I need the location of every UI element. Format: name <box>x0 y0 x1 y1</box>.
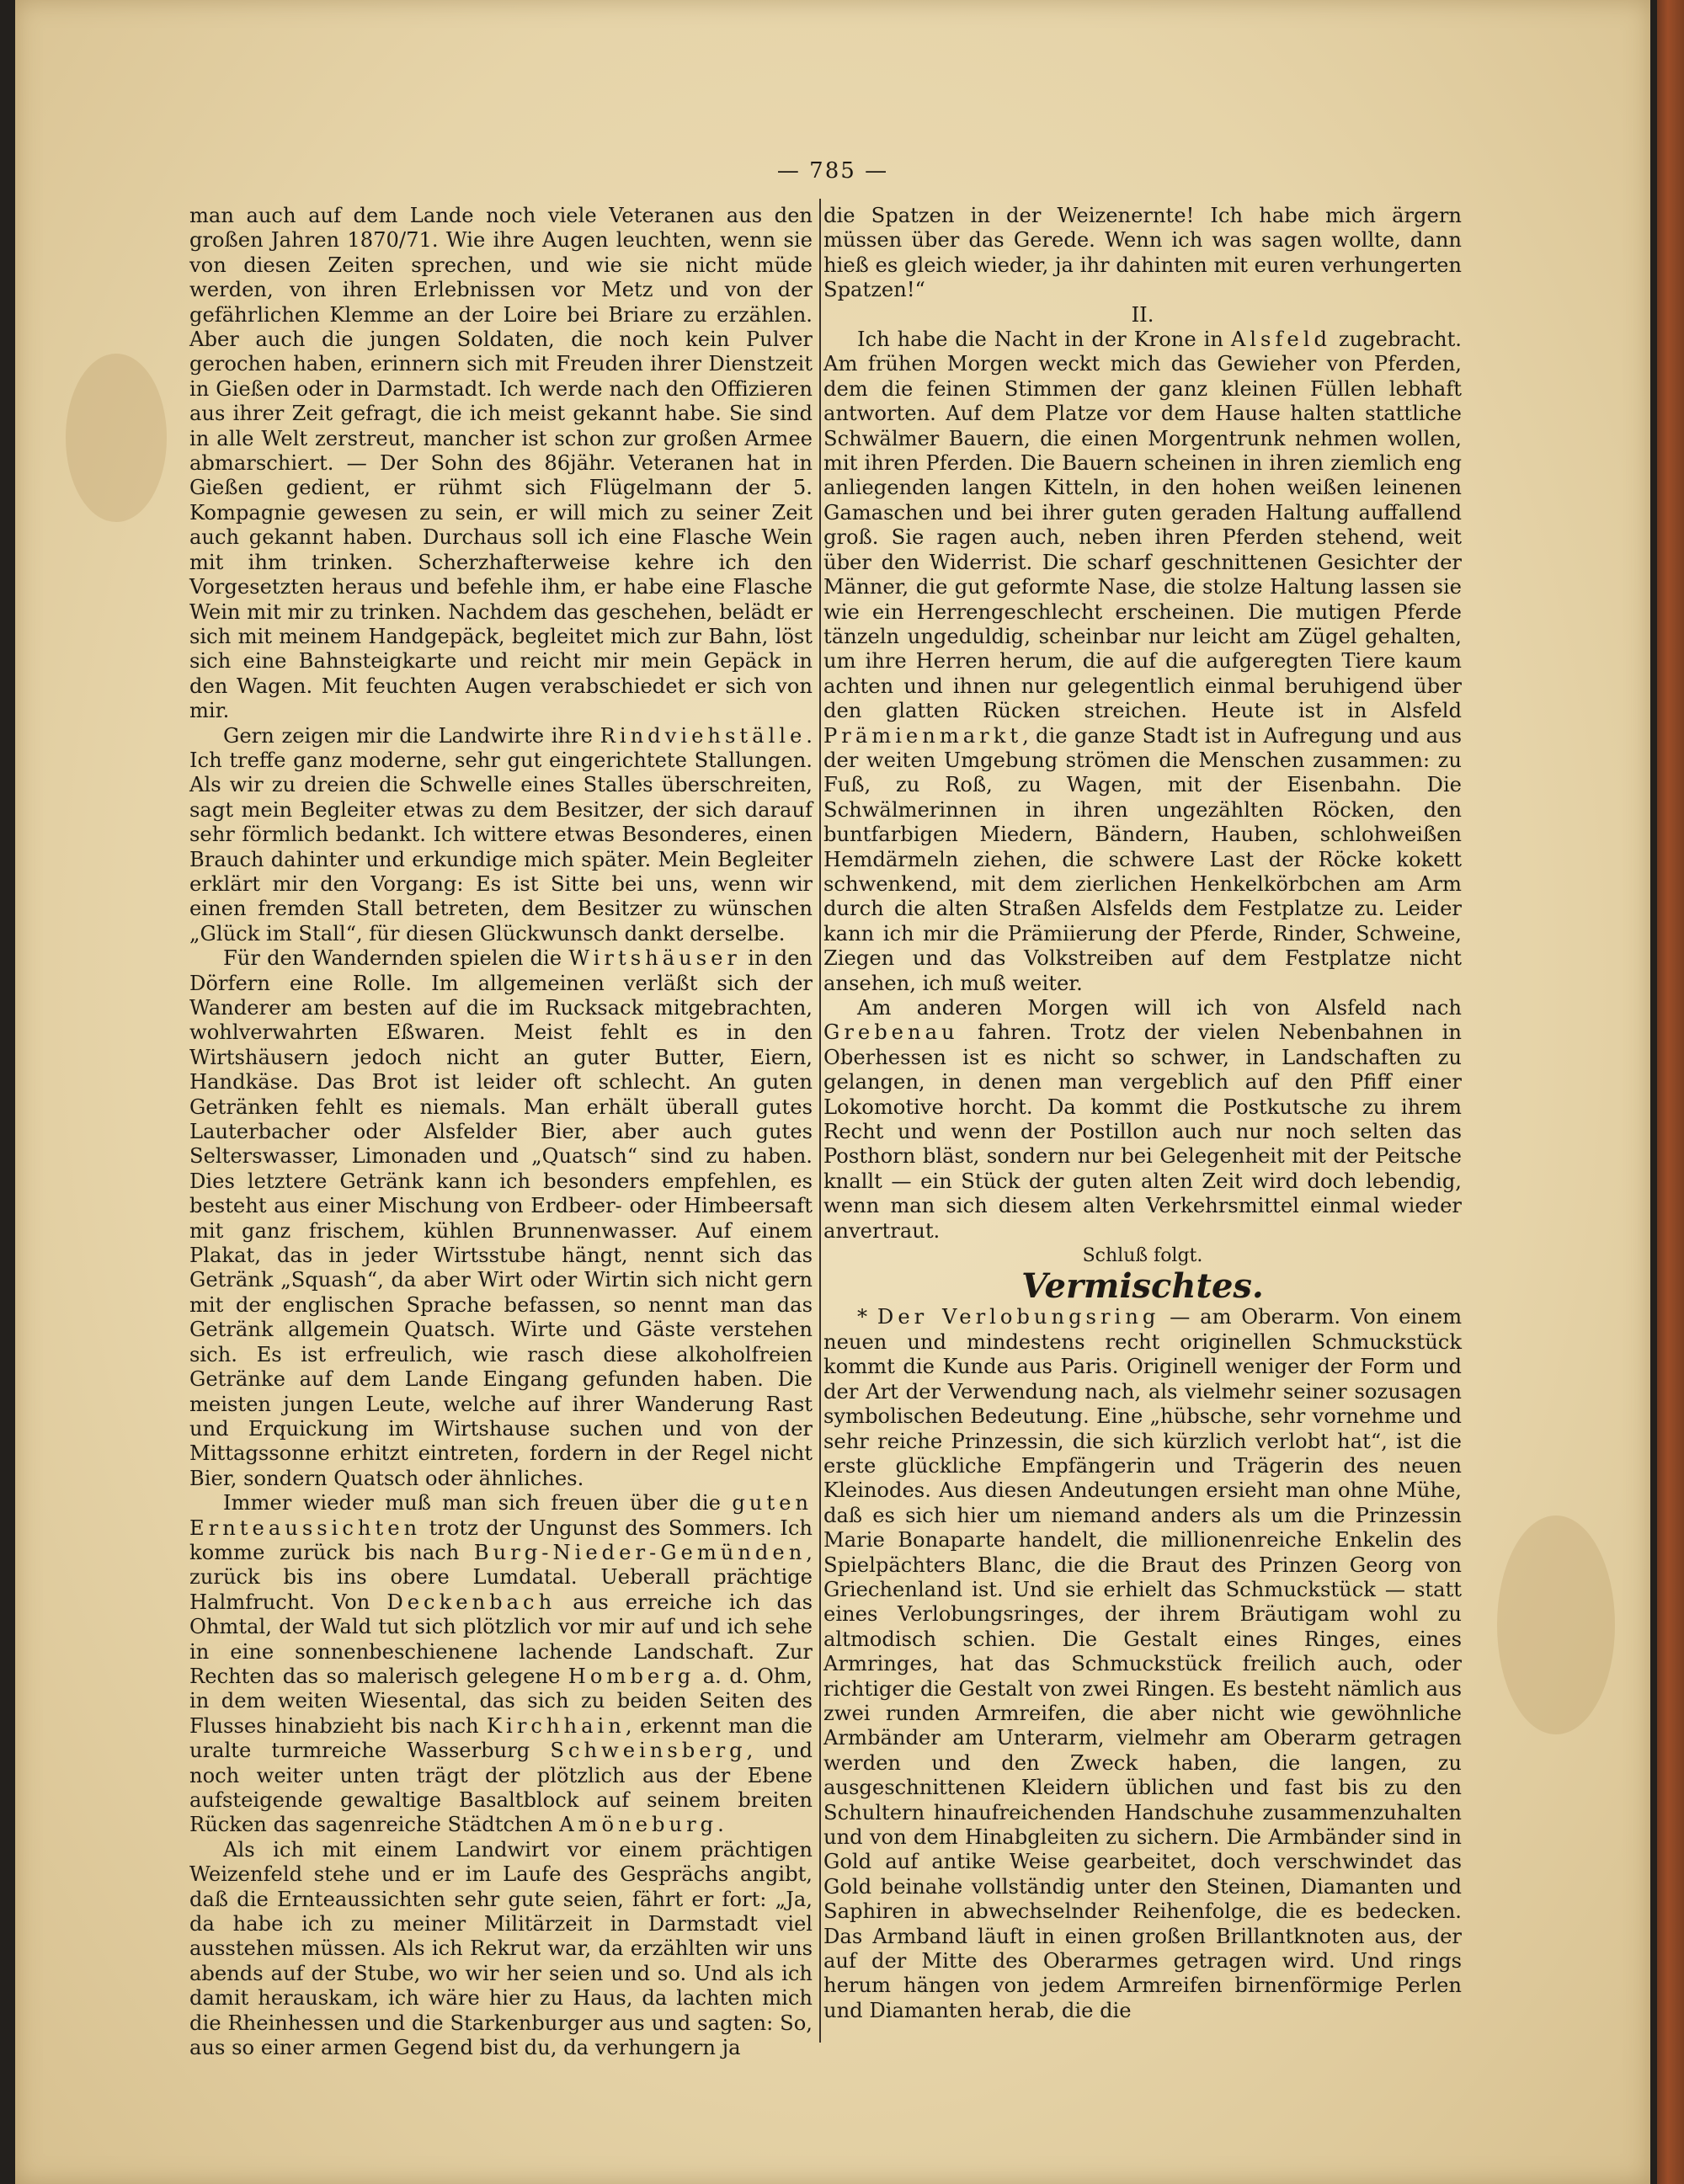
text-run: , erkennt man die uralte turmreiche Wasserburg <box>189 1713 813 1763</box>
spaced-emphasis: Der Verlobungsring <box>877 1305 1160 1329</box>
spaced-emphasis: Homberg <box>568 1664 695 1688</box>
spaced-emphasis: Burg-Nieder-Gemünden <box>473 1540 807 1564</box>
text-run: , und noch weiter unten trägt der plötzlich aus der Ebene aufsteigende gewaltige Basaltblock auf seinem breiten Rücken das sagenreiche Städtchen <box>189 1739 813 1837</box>
paragraph: Als ich mit einem Landwirt vor einem prächtigen Weizenfeld stehe und er im Laufe des Gesprächs angibt, daß die Ernteaussichten sehr gute seien, fährt er fort: „Ja, da habe ich zu meiner Militärzeit in Darmstadt viel ausstehen müssen. Als ich Rekrut war, da erzählten wir uns abends auf der Stube, wo wir her seien und so. Und als ich damit herauskam, ich wäre hier zu Haus, da lachten mich die Rheinhessen und die Starkenburger aus und sagten: So, aus so einer armen Gegend bist du, da verhungern ja <box>189 1837 813 2060</box>
spaced-emphasis: Rindviehställe <box>600 723 807 748</box>
paragraph <box>189 724 813 947</box>
text-run: . Ich treffe ganz moderne, sehr gut eingerichtete Stallungen. Als wir zu dreien die Schwelle eines Stalles überschreiten, sagt mein Begleiter etwas zu dem Besitzer, der sich darauf sehr förmlich bedankt. Ich wittere etwas Besonderes, einen Brauch dahinter und erkundige mich später. Mein Begleiter erklärt mir den Vorgang: Es ist Sitte bei uns, wenn wir einen fremden Stall betreten, dem Besitzer zu wünschen „Glück im Stall“, für diesen Glückwunsch dankt derselbe. <box>189 723 813 946</box>
spaced-emphasis: Kirchhain <box>487 1713 626 1738</box>
right-column <box>823 204 1462 2023</box>
text-run: * <box>857 1305 877 1329</box>
section-number: II. <box>1131 302 1154 327</box>
book-page <box>15 0 1650 2184</box>
spaced-emphasis: Grebenau <box>823 1020 959 1045</box>
section-heading: Vermischtes. <box>1021 1266 1264 1307</box>
spaced-emphasis: Schweinsberg <box>550 1739 747 1763</box>
text-run: — am Oberarm. Von einem neuen und mindestens recht originellen Schmuckstück kommt die Kunde aus Paris. Originell weniger der Form und der Art der Verwendung nach, als vielmehr seiner sozusagen symbolischen Bedeutung. Eine „hübsche, sehr vornehme und sehr reiche Prinzessin, die sich kürzlich verlobt hat“, ist die erste glückliche Empfängerin und Trägerin des neuen Kleinodes. Aus diesen Andeutungen ersieht man ohne Mühe, daß es sich hier um niemand anders als um die Prinzessin Marie Bonaparte handelt, die millionenreiche Enkelin des Spielpächters Blanc, die die Braut des Prinzen Georg von Griechenland ist. Und sie erhielt das Schmuckstück — statt eines Verlobungsringes, der ihrem Bräutigam wohl zu altmodisch schien. Die Gestalt eines Ringes, eines Armringes, hat das Schmuckstück freilich auch, oder richtiger die Gestalt von zwei Ringen. Es besteht nämlich aus zwei runden Armreifen, die aber nicht wie gewöhnliche Armbänder am Unterarm, vielmehr am Oberarm getragen werden und den Zweck haben, die langen, zu ausgeschnittenen Kleidern üblichen und fast bis zu den Schultern hinaufreichenden Handschuhe zusammenzuhalten und von dem Hinabgleiten zu sichern. Die Armbänder sind in Gold auf antike Weise gearbeitet, doch verschwindet das Gold beinahe vollständig unter den Steinen, Diamanten und Saphiren in abwechselnder Reihenfolge, die es bedecken. Das Armband läuft in einen großen Brillantknoten aus, der auf der Mitte des Oberarmes getragen wird. Und rings herum hängen von jedem Armreifen birnenförmige Perlen und Diamanten herab, die die <box>823 1305 1462 2022</box>
text-run: . <box>717 1813 724 1837</box>
text-run: Immer wieder muß man sich freuen über die <box>223 1491 733 1515</box>
text-run: zugebracht. Am frühen Morgen weckt mich das Gewieher von Pferden, dem die feinen Stimmen der ganz kleinen Füllen lebhaft antworten. Auf dem Platze vor dem Hause halten stattliche Schwälmer Bauern, die einen Morgentrunk nehmen wollen, mit ihren Pferden. Die Bauern scheinen in ihren ziemlich eng anliegenden langen Kitteln, in den hohen weißen leinenen Gamaschen und bei ihrer guten geraden Haltung auffallend groß. Sie ragen auch, neben ihren Pferden stehend, weit über den Widerrist. Die scharf geschnittenen Gesichter der Männer, die gut geformte Nase, die stolze Haltung lassen sie wie ein Herrengeschlecht erscheinen. Die mutigen Pferde tänzeln ungeduldig, scheinbar nur leicht am Zügel gehalten, um ihre Herren herum, die auf die aufgeregten Tiere kaum achten und ihnen nur gelegentlich einmal beruhigend über den glatten Rücken streichen. Heute ist in Alsfeld <box>823 328 1462 723</box>
text-run: Ich habe die Nacht in der Krone in <box>857 328 1231 352</box>
text-run: aus erreiche ich das Ohmtal, der Wald tut sich plötzlich vor mir auf und ich sehe in eine sonnenbeschienene lachende Landschaft. Zur Rechten das so malerisch gelegene <box>189 1590 813 1688</box>
text-run: Für den Wandernden spielen die <box>223 946 569 971</box>
book-binding-edge <box>1657 0 1684 2184</box>
paper-stain <box>66 354 167 522</box>
spaced-emphasis: Deckenbach <box>386 1590 557 1614</box>
spaced-emphasis: guten Ernteaussichten <box>189 1491 813 1540</box>
spaced-emphasis: Prämienmarkt <box>823 723 1023 748</box>
paragraph <box>189 946 813 1491</box>
spaced-emphasis: Alsfeld <box>1230 328 1331 352</box>
text-run: a. d. Ohm, in dem weiten Wiesental, das sich zu beiden Seiten des Flusses hinabzieht bis nach <box>189 1664 813 1738</box>
paper-stain <box>1497 1515 1615 1734</box>
text-run: , die ganze Stadt ist in Aufregung und aus der weiten Umgebung strömen die Menschen zusammen: zu Fuß, zu Roß, zu Wagen, mit der Eisenbahn. Die Schwälmerinnen in ihren ungezählten Röcken, den buntfarbigen Miedern, Bändern, Hauben, schlohweißen Hemdärmeln ziehen, die schwere Last der Röcke kokett schwenkend, mit dem zierlichen Henkelkörbchen am Arm durch die alten Straßen Alsfelds dem Festplatze zu. Leider kann ich mir die Prämiierung der Pferde, Rinder, Schweine, Ziegen und das Volkstreiben auf dem Festplatze nicht ansehen, ich muß weiter. <box>823 723 1462 995</box>
column-divider <box>819 199 821 2043</box>
text-run: , zurück bis ins obere Lumdatal. Ueberall prächtige Halmfrucht. Von <box>189 1540 813 1614</box>
spaced-emphasis: Wirtshäuser <box>568 946 741 971</box>
text-run: Am anderen Morgen will ich von Alsfeld nach <box>857 996 1462 1020</box>
text-run: Gern zeigen mir die Landwirte ihre <box>223 723 600 748</box>
paragraph: die Spatzen in der Weizenernte! Ich habe mich ärgern müssen über das Gerede. Wenn ich was sagen wollte, dann hieß es gleich wieder, ja ihr dahinten mit euren verhungerten Spatzen!“ <box>823 204 1462 302</box>
paragraph: man auch auf dem Lande noch viele Veteranen aus den großen Jahren 1870/71. Wie ihre Augen leuchten, wenn sie von diesen Zeiten sprechen, und wie sie nicht müde werden, von ihren Erlebnissen vor Metz und von der gefährlichen Klemme an der Loire bei Briare zu erzählen. Aber auch die jungen Soldaten, die noch kein Pulver gerochen haben, erinnern sich mit Freuden ihrer Dienstzeit in Gießen oder in Darmstadt. Ich werde nach den Offizieren aus ihrer Zeit gefragt, die ich meist gekannt habe. Sie sind in alle Welt zerstreut, mancher ist schon zur großen Armee abmarschiert. — Der Sohn des 86jähr. Veteranen hat in Gießen gedient, er rühmt sich Flügelmann der 5. Kompagnie gewesen zu sein, er will mich zu seiner Zeit auch gekannt haben. Durchaus soll ich eine Flasche Wein mit ihm trinken. Scherzhafterweise kehre ich den Vorgesetzten heraus und befehle ihm, er habe eine Flasche Wein mit mir zu trinken. Nachdem das geschehen, belädt er sich mit meinem Handgepäck, begleitet mich zur Bahn, löst sich eine Bahnsteigkarte und reicht mir mein Gepäck in den Wagen. Mit feuchten Augen verabschiedet er sich von mir. <box>189 204 813 723</box>
page-number: — 785 — <box>776 158 889 184</box>
left-column <box>189 204 813 2060</box>
text-run: in den Dörfern eine Rolle. Im allgemeinen verläßt sich der Wanderer am besten auf die im Rucksack mitgebrachten, wohlverwahrten Eßwaren. Meist fehlt es in den Wirtshäusern jedoch nicht an guter Butter, Eiern, Handkäse. Das Brot ist leider oft schlecht. An guten Getränken fehlt es niemals. Man erhält überall gutes Lauterbacher oder Alsfelder Bier, aber auch gutes Selterswasser, Limonaden und „Quatsch“ sind zu haben. Dies letztere Getränk kann ich besonders empfehlen, es besteht aus einer Mischung von Erdbeer- oder Himbeersaft mit ganz frischem, kühlen Brunnenwasser. Auf einem Plakat, das in jeder Wirtsstube hängt, nennt sich das Getränk „Squash“, da aber Wirt oder Wirtin sich nicht gern mit der englischen Sprache befassen, so nennt man das Getränk allgemein Quatsch. Wirte und Gäste verstehen sich. Es ist erfreulich, wie rasch diese alkoholfreien Getränke auf dem Lande Eingang gefunden haben. Die meisten jungen Leute, welche auf ihrer Wanderung Rast und Erquickung im Wirtshause suchen und von der Mittagssonne erhitzt eintreten, fordern in der Regel nicht Bier, sondern Quatsch oder ähnliches. <box>189 946 813 1490</box>
paragraph <box>823 996 1462 1244</box>
paragraph <box>823 328 1462 996</box>
to-be-continued-note: Schluß folgt. <box>1082 1245 1203 1267</box>
text-run: fahren. Trotz der vielen Nebenbahnen in Oberhessen ist es nicht so schwer, in Landschaften zu gelangen, in denen man vergeblich auf den Pfiff einer Lokomotive horcht. Da kommt die Postkutsche zu ihrem Recht und wenn der Postillon auch nur noch selten das Posthorn bläst, sondern nur bei Gelegenheit mit der Peitsche knallt — ein Stück der guten alten Zeit wird doch lebendig, wenn man sich diesem alten Verkehrsmittel einmal wieder anvertraut. <box>823 1020 1462 1243</box>
text-run: trotz der Ungunst des Sommers. Ich komme zurück bis nach <box>189 1515 813 1564</box>
paragraph <box>823 1305 1462 2023</box>
paragraph <box>189 1491 813 1838</box>
spaced-emphasis: Amöneburg <box>559 1813 718 1837</box>
